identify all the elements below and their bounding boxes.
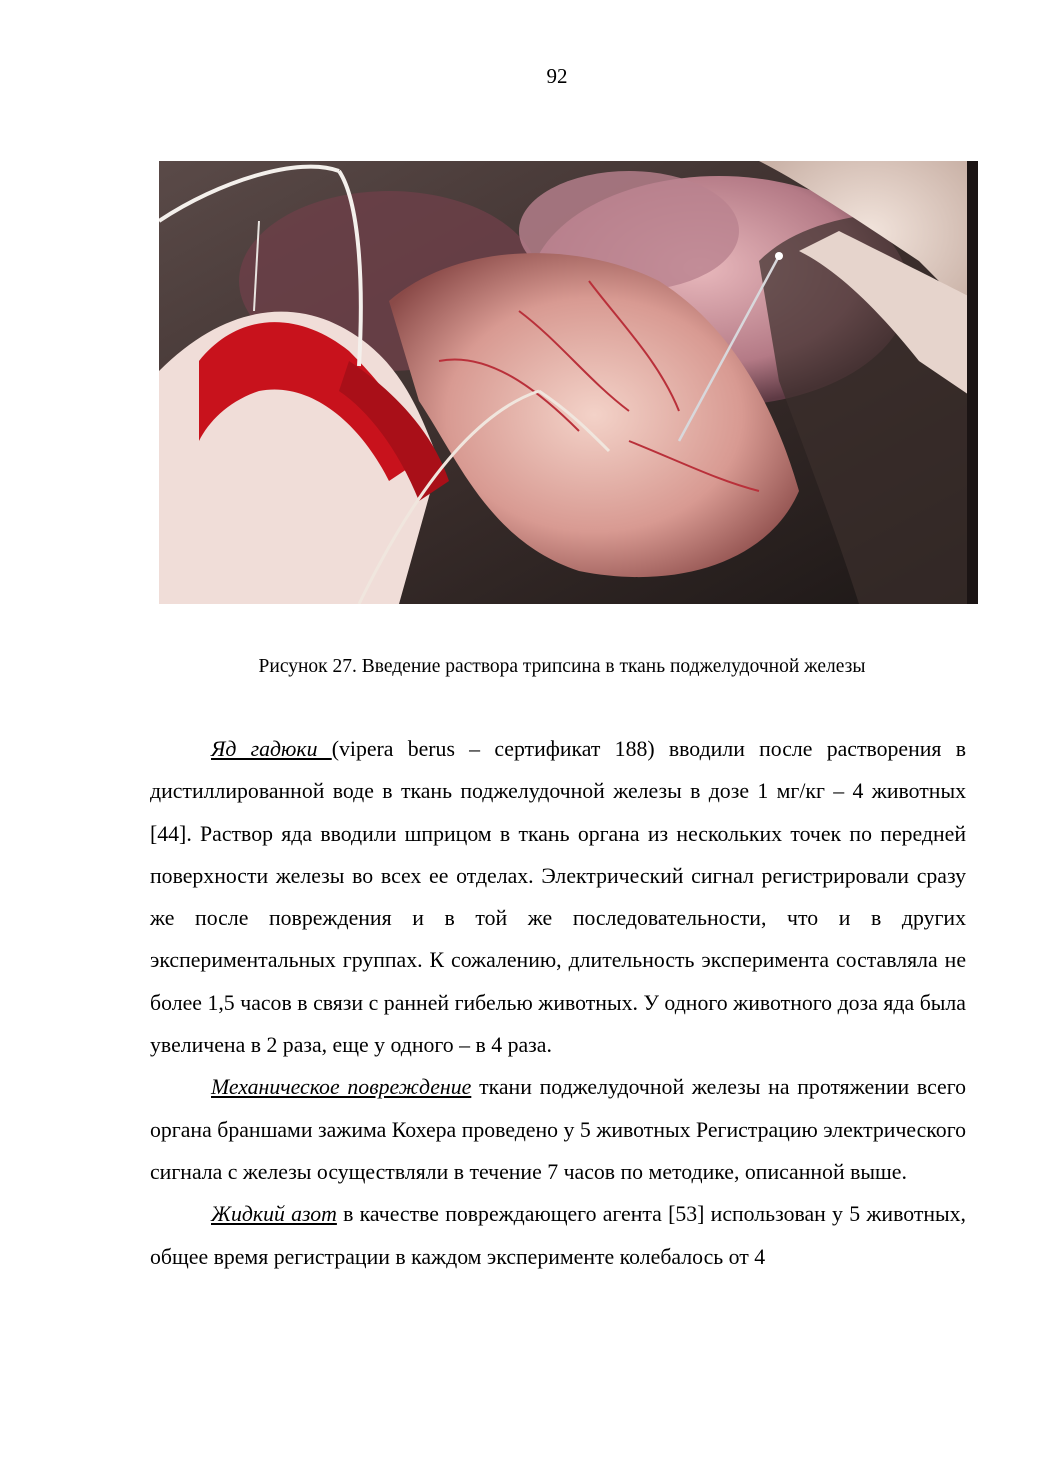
surgical-photo xyxy=(159,161,978,604)
figure-caption: Рисунок 27. Введение раствора трипсина в ткань поджелудочной железы xyxy=(258,656,866,677)
term-viper-venom: Яд гадюки xyxy=(211,737,332,761)
page-number: 92 xyxy=(546,64,568,88)
paragraph-text: в качестве повреждающего агента [53] использован у 5 животных, общее время регистрации в каждом эксперименте колебалось от 4 xyxy=(150,1202,967,1269)
surgical-photo-illustration xyxy=(159,161,978,604)
paragraph-text: (vipera berus – сертификат 188) вводили после растворения в дистиллированной воде в ткань поджелудочной железы в дозе 1 мг/кг – 4 животных [44]. Раствор яда вводили шприцом в ткань органа из нескольких точек по передней поверхности железы во всех ее отделах. Электрический сигнал регистрировали сразу же после повреждения и в той же последовательности, что и в других экспериментальных группах. К сожалению, длительность эксперимента составляла не более 1,5 часов в связи с ранней гибелью животных. У одного животного доза яда была увеличена в 2 раза, еще у одного – в 4 раза. xyxy=(150,737,966,1058)
term-liquid-nitrogen: Жидкий азот xyxy=(211,1202,337,1227)
body-text xyxy=(150,728,966,1278)
paragraph-liquid-nitrogen xyxy=(150,1193,966,1278)
paragraph-viper-venom xyxy=(150,728,966,1066)
paragraph-text: ткани поджелудочной железы на протяжении всего органа браншами зажима Кохера проведено у 5 животных Регистрацию электрического сигнала с железы осуществляли в течение 7 часов по методике, описанной выше. xyxy=(150,1075,966,1184)
paragraph-mechanical-damage xyxy=(150,1066,966,1193)
term-mechanical-damage: Механическое повреждение xyxy=(211,1075,472,1100)
